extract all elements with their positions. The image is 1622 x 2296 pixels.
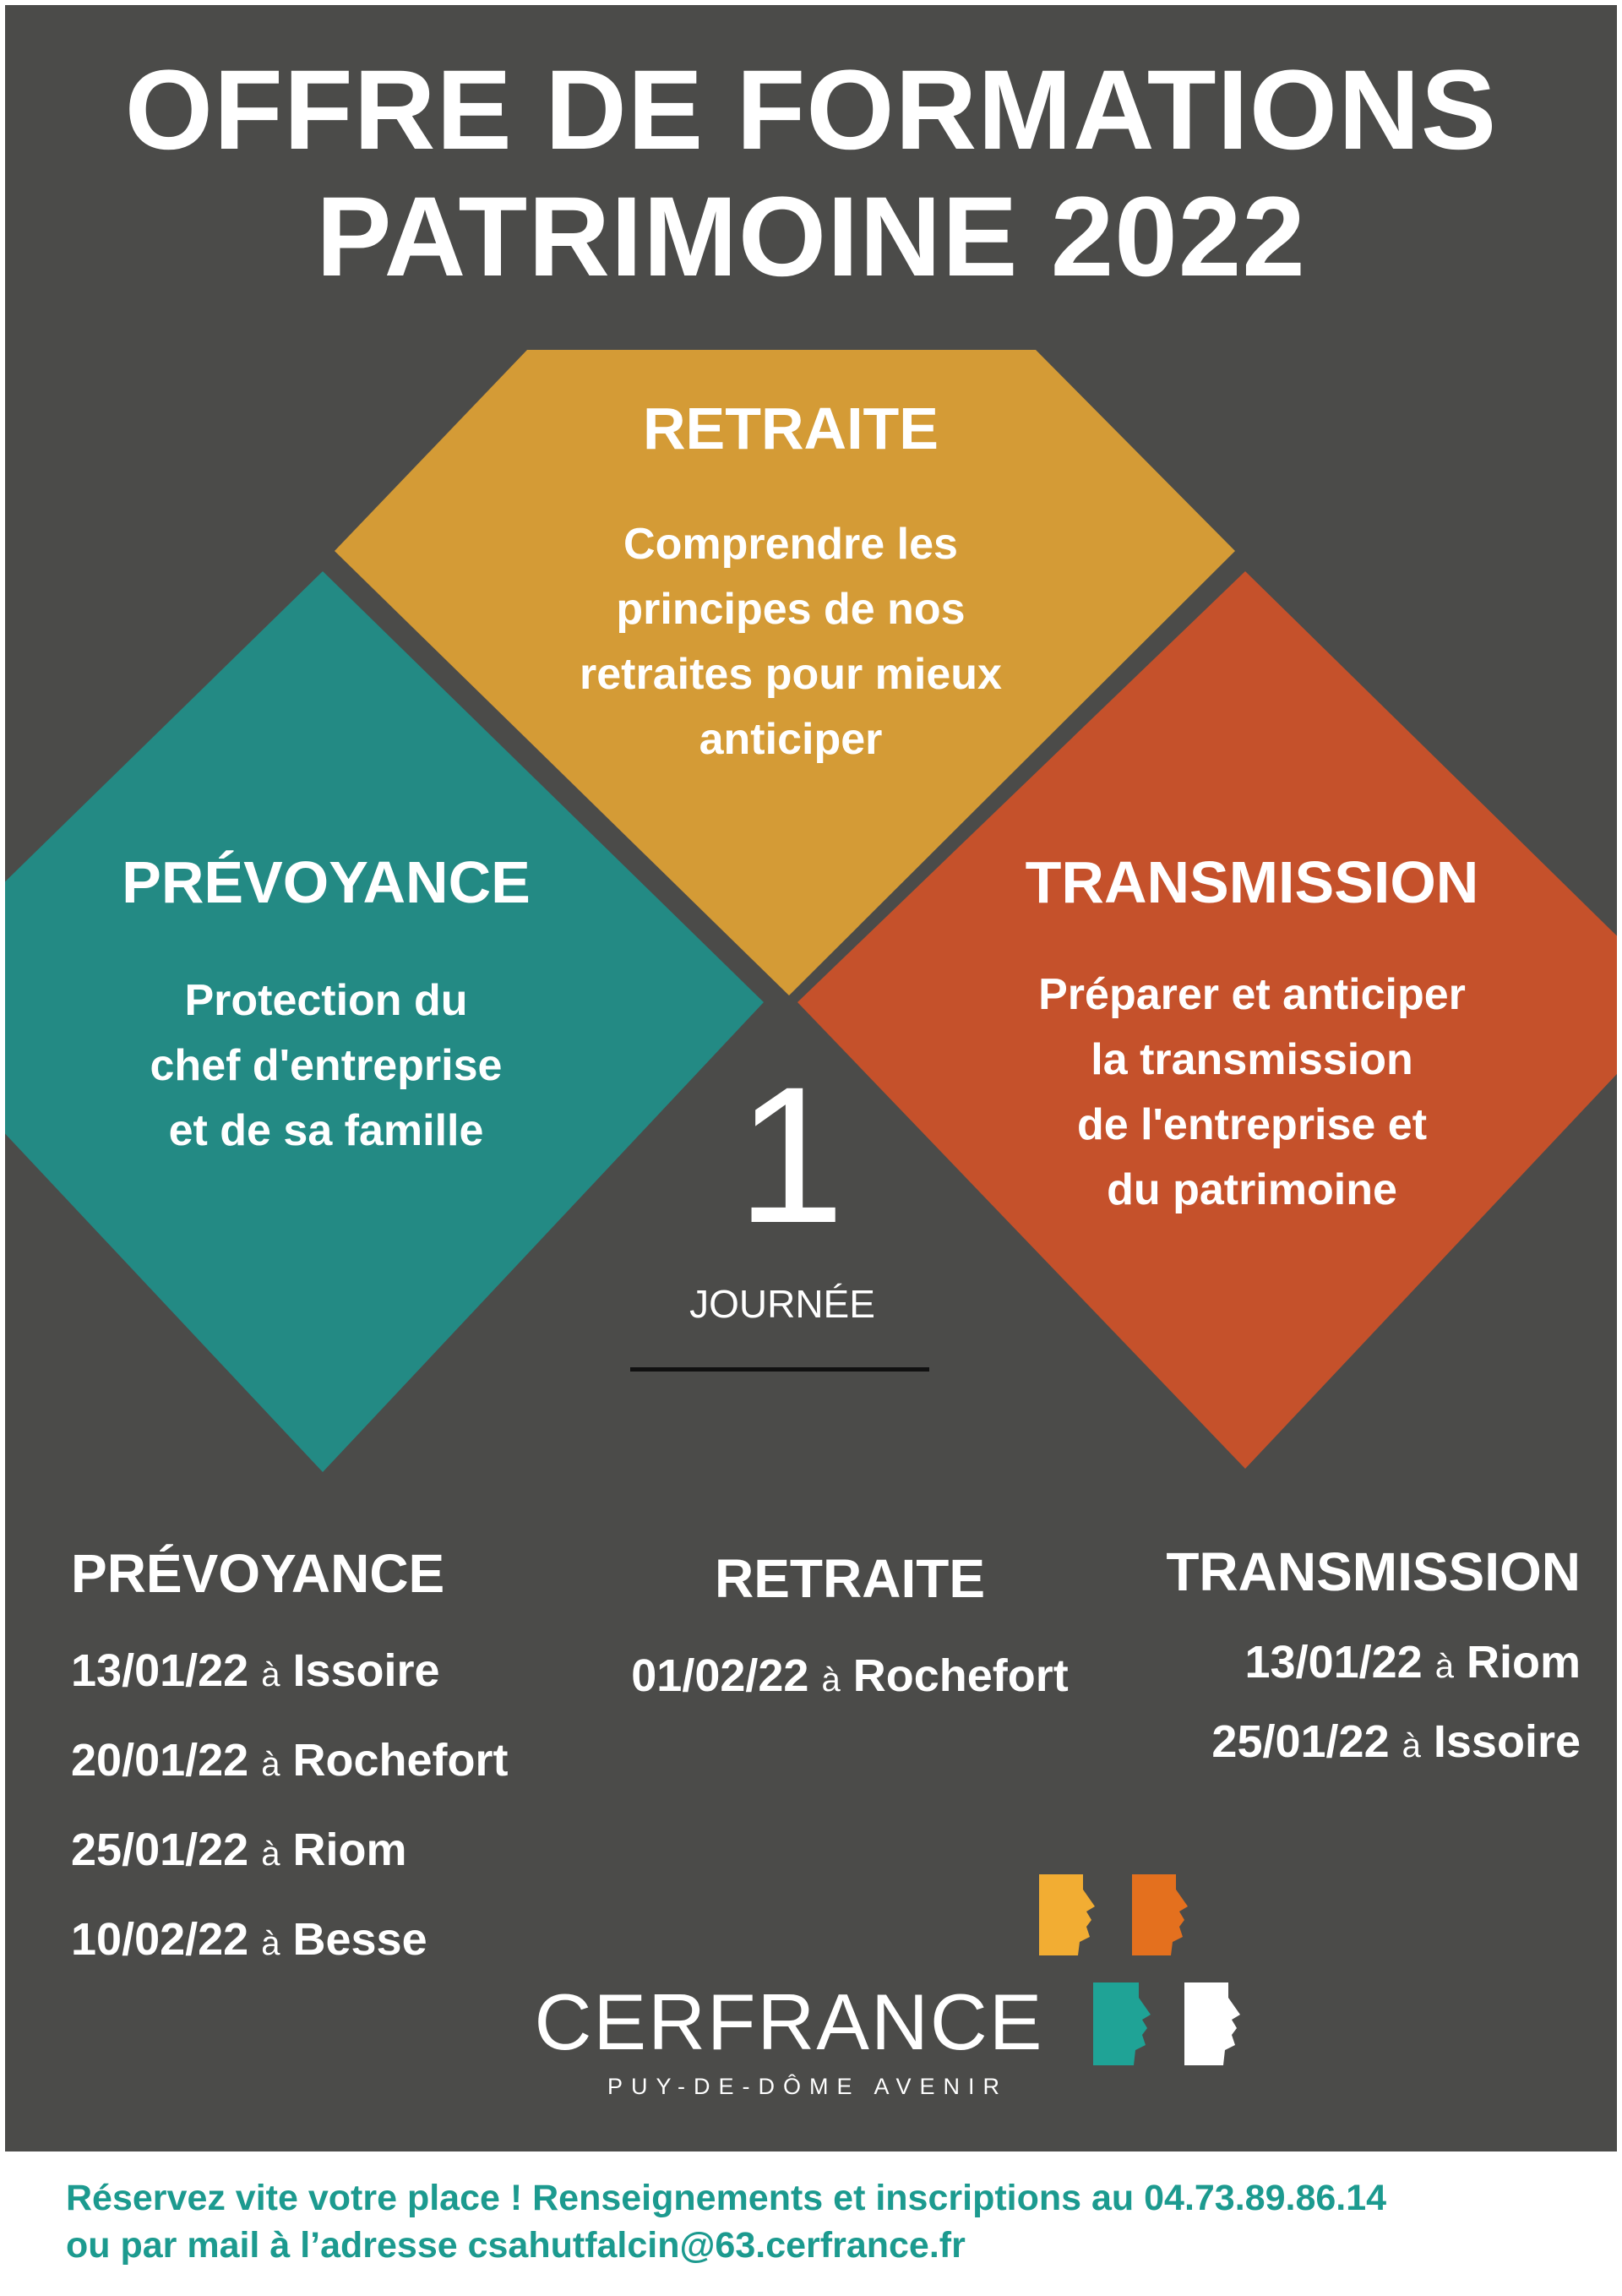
session-place: Issoire [1433, 1716, 1581, 1767]
duration-underline [630, 1367, 929, 1372]
retraite-line: principes de nos [616, 585, 966, 634]
footer-line-2: ou par mail à l’adresse csahutfalcin@63.cerfrance.fr [66, 2225, 966, 2266]
session-date: 10/02/22 [71, 1914, 249, 1965]
duration-unit: JOURNÉE [689, 1282, 875, 1326]
prevoyance-heading: PRÉVOYANCE [122, 849, 531, 915]
session-connector: à [261, 1835, 280, 1873]
schedule-prevoyance [71, 1543, 509, 1965]
prevoyance-description [39, 968, 613, 1164]
schedule-retraite-heading: RETRAITE [715, 1548, 985, 1609]
session-connector: à [261, 1925, 280, 1962]
session-date: 13/01/22 [1244, 1637, 1423, 1688]
transmission-line: la transmission [1091, 1035, 1413, 1084]
session-place: Rochefort [852, 1650, 1069, 1701]
session-place: Riom [292, 1824, 407, 1875]
session-row [596, 1650, 1103, 1701]
session-date: 25/01/22 [71, 1824, 249, 1875]
title-line-1: OFFRE DE FORMATIONS [124, 47, 1498, 173]
prevoyance-line: et de sa famille [168, 1106, 484, 1155]
transmission-heading: TRANSMISSION [1025, 849, 1479, 915]
session-row [1061, 1716, 1581, 1767]
retraite-block [478, 395, 1103, 772]
retraite-line: retraites pour mieux [580, 650, 1002, 699]
title-line-2: PATRIMOINE 2022 [316, 174, 1306, 300]
schedule-prevoyance-heading: PRÉVOYANCE [71, 1543, 445, 1604]
prevoyance-line: chef d'entreprise [150, 1041, 503, 1090]
transmission-description [948, 963, 1556, 1223]
transmission-line: de l'entreprise et [1076, 1100, 1428, 1149]
prevoyance-line: Protection du [184, 976, 468, 1025]
session-date: 13/01/22 [71, 1645, 249, 1696]
schedule-transmission [1061, 1541, 1581, 1767]
session-row [71, 1824, 508, 1875]
logo-tagline: PUY-DE-DÔME AVENIR [607, 2074, 1009, 2099]
poster [5, 5, 1617, 2151]
transmission-line: Préparer et anticiper [1038, 970, 1466, 1019]
session-connector: à [1434, 1648, 1454, 1685]
transmission-block [948, 849, 1556, 1223]
schedule-transmission-heading: TRANSMISSION [1166, 1541, 1581, 1602]
retraite-line: Comprendre les [623, 520, 958, 569]
session-date: 01/02/22 [631, 1650, 809, 1701]
retraite-line: anticiper [699, 715, 883, 764]
transmission-line: du patrimoine [1107, 1165, 1397, 1214]
retraite-description [478, 512, 1103, 772]
session-connector: à [1402, 1727, 1421, 1764]
schedule-retraite [596, 1548, 1103, 1701]
session-connector: à [261, 1656, 280, 1693]
session-connector: à [261, 1746, 280, 1783]
session-date: 20/01/22 [71, 1735, 249, 1786]
duration-number: 1 [737, 1046, 845, 1263]
cerfrance-logo-mark [1027, 1874, 1247, 2082]
session-place: Issoire [292, 1645, 440, 1696]
session-connector: à [821, 1661, 841, 1699]
session-place: Riom [1467, 1637, 1581, 1688]
session-date: 25/01/22 [1211, 1716, 1390, 1767]
session-place: Rochefort [292, 1735, 509, 1786]
footer-line-1: Réservez vite votre place ! Renseignements et inscriptions au 04.73.89.86.14 [66, 2178, 1387, 2218]
session-row [1061, 1637, 1581, 1688]
session-row [71, 1914, 508, 1965]
logo-brand: CERFRANCE [534, 1977, 1044, 2066]
prevoyance-block [39, 849, 613, 1164]
retraite-heading: RETRAITE [643, 395, 939, 461]
session-row [71, 1645, 508, 1696]
session-place: Besse [292, 1914, 427, 1965]
session-row [71, 1735, 509, 1786]
